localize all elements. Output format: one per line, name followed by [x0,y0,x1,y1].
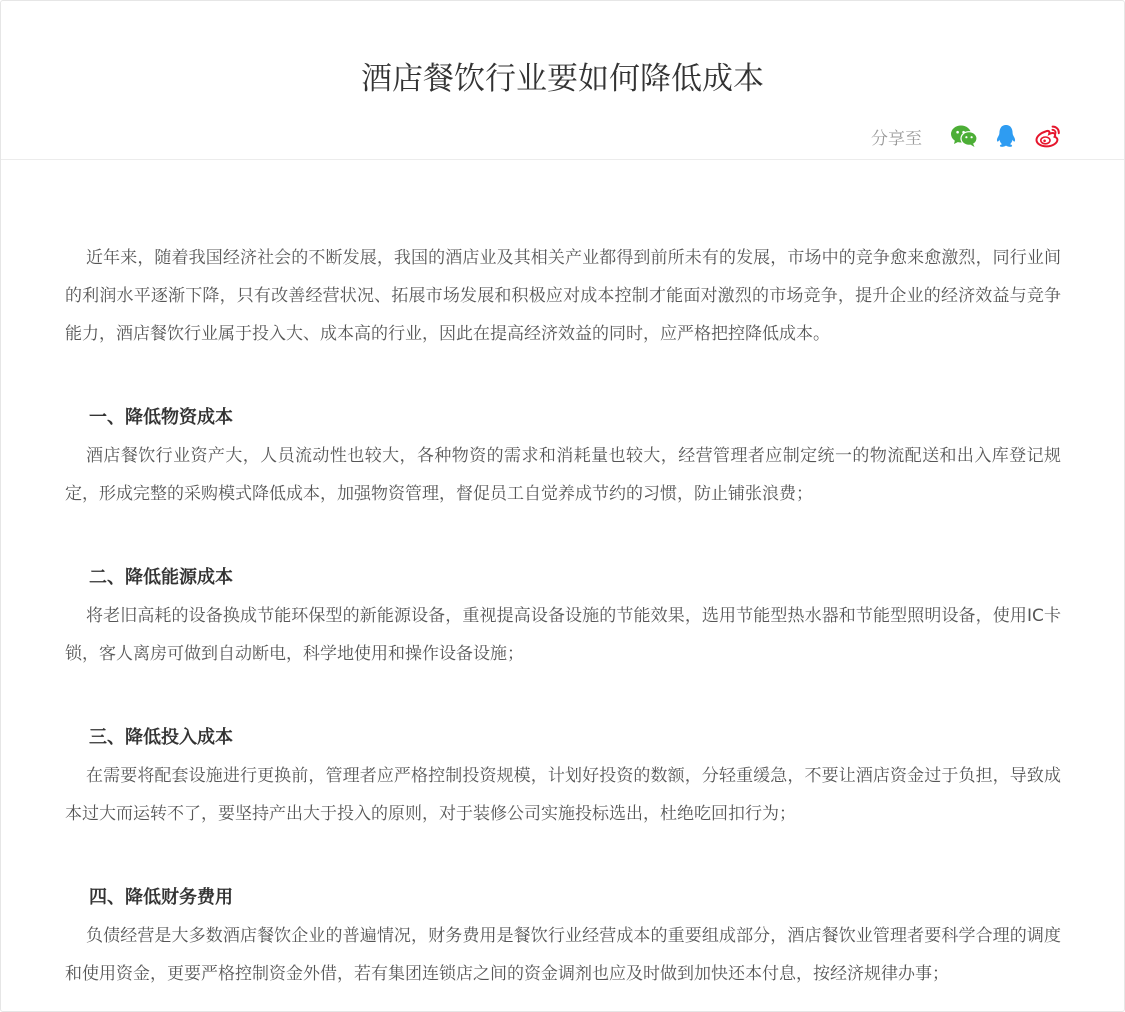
section-heading: 一、降低物资成本 [89,407,233,428]
spacer [65,353,1061,399]
qq-icon[interactable] [992,123,1020,149]
spacer [65,673,1061,719]
weibo-icon[interactable] [1034,123,1062,149]
share-label: 分享至 [871,128,922,149]
share-bar [871,121,1062,151]
section-paragraph: 在需要将配套设施进行更换前，管理者应严格控制投资规模，计划好投资的数额，分轻重缓急，不要让酒店资金过于负担，导致成本过大而运转不了，要坚持产出大于投入的原则，对于装修公司实施投标选出，杜绝吃回扣行为； [65,766,1061,824]
section-paragraph: 负债经营是大多数酒店餐饮企业的普遍情况，财务费用是餐饮行业经营成本的重要组成部分，酒店餐饮业管理者要科学合理的调度和使用资金，更要严格控制资金外借，若有集团连锁店之间的资金调剂也应及时做到加快还本付息，按经济规律办事； [65,926,1061,984]
spacer [65,833,1061,879]
section-heading: 二、降低能源成本 [89,567,233,588]
article-header [1,1,1124,160]
intro-paragraph: 近年来，随着我国经济社会的不断发展，我国的酒店业及其相关产业都得到前所未有的发展，市场中的竞争愈来愈激烈，同行业间的利润水平逐渐下降，只有改善经营状况、拓展市场发展和积极应对成本控制才能面对激烈的市场竞争，提升企业的经济效益与竞争能力，酒店餐饮行业属于投入大、成本高的行业，因此在提高经济效益的同时，应严格把控降低成本。 [65,248,1061,344]
section-heading: 三、降低投入成本 [89,727,233,748]
section-heading: 四、降低财务费用 [89,887,233,908]
wechat-icon[interactable] [950,123,978,149]
section-paragraph: 将老旧高耗的设备换成节能环保型的新能源设备，重视提高设备设施的节能效果，选用节能型热水器和节能型照明设备，使用IC卡锁，客人离房可做到自动断电，科学地使用和操作设备设施； [65,606,1061,664]
page-title: 酒店餐饮行业要如何降低成本 [361,61,764,97]
section-paragraph: 酒店餐饮行业资产大，人员流动性也较大，各种物资的需求和消耗量也较大，经营管理者应制定统一的物流配送和出入库登记规定，形成完整的采购模式降低成本，加强物资管理，督促员工自觉养成节约的习惯，防止铺张浪费； [65,446,1061,504]
spacer [65,513,1061,559]
article-body [65,239,1061,993]
